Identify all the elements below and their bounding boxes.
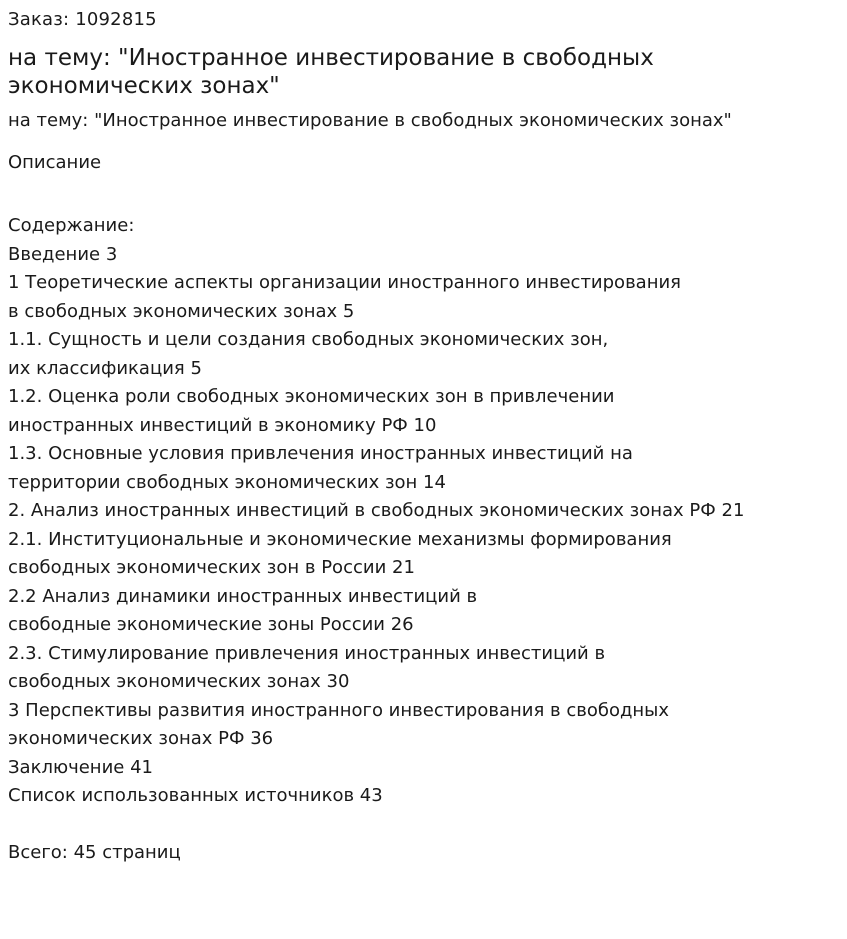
toc-line: иностранных инвестиций в экономику РФ 10 <box>8 414 437 436</box>
toc-line: 2.3. Стимулирование привлечения иностранных инвестиций в <box>8 642 606 664</box>
toc-line: свободные экономические зоны России 26 <box>8 614 414 635</box>
toc-line: Заключение 41 <box>8 756 153 778</box>
toc-line: Список использованных источников 43 <box>8 785 383 806</box>
page-title: на тему: "Иностранное инвестирование в свободных экономических зонах" <box>8 45 654 99</box>
toc-line: их классификация 5 <box>8 357 202 379</box>
page-count: Всего: 45 страниц <box>8 842 181 863</box>
toc-line: 1.1. Сущность и цели создания свободных экономических зон, <box>8 329 609 350</box>
page-subtitle: на тему: "Иностранное инвестирование в свободных экономических зонах" <box>8 110 732 131</box>
toc-line: 3 Перспективы развития иностранного инвестирования в свободных <box>8 699 670 721</box>
toc-line: свободных экономических зонах 30 <box>8 671 350 692</box>
toc-line: экономических зонах РФ 36 <box>8 728 274 749</box>
order-number: Заказ: 1092815 <box>8 9 157 30</box>
contents-heading: Содержание: <box>8 215 135 236</box>
toc-line: 1 Теоретические аспекты организации иностранного инвестирования <box>8 272 681 293</box>
description-label: Описание <box>8 152 102 173</box>
toc-line: 2.2 Анализ динамики иностранных инвестиций в <box>8 585 478 607</box>
toc-line: 2.1. Институциональные и экономические механизмы формирования <box>8 528 672 550</box>
toc-line: 1.3. Основные условия привлечения иностранных инвестиций на <box>8 443 633 464</box>
toc-line: 1.2. Оценка роли свободных экономических зон в привлечении <box>8 386 615 407</box>
toc-line: в свободных экономических зонах 5 <box>8 300 355 322</box>
toc-line: свободных экономических зон в России 21 <box>8 557 415 578</box>
toc-line: Введение 3 <box>8 243 118 265</box>
toc-line: 2. Анализ иностранных инвестиций в свободных экономических зонах РФ 21 <box>8 500 745 521</box>
table-of-contents <box>8 212 839 811</box>
toc-line: территории свободных экономических зон 14 <box>8 471 446 493</box>
